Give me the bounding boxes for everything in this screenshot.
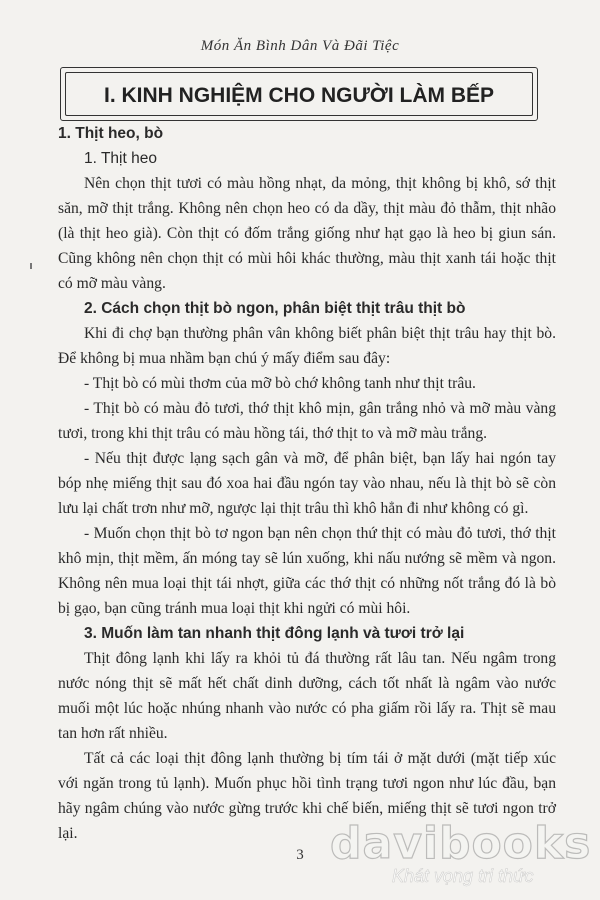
chapter-title: I. KINH NGHIỆM CHO NGƯỜI LÀM BẾP	[103, 84, 494, 107]
running-header: Món Ăn Bình Dân Và Đãi Tiệc	[200, 38, 400, 54]
scan-mark	[30, 263, 32, 269]
page-number: 3	[296, 847, 304, 863]
paragraph: Thịt đông lạnh khi lấy ra khỏi tủ đá thường rất lâu tan. Nếu ngâm trong nước nóng thịt sẽ mất hết chất dinh dưỡng, cách tốt nhất là ngâm vào nước muối một lúc hoặc nhúng nhanh vào nước có pha giấm rồi lấy ra. Thịt sẽ mau tan hơn rất nhiều.	[58, 650, 556, 742]
watermark-logo: davibooks	[330, 818, 592, 869]
page-body	[58, 122, 556, 846]
subsection-heading: 3. Muốn làm tan nhanh thịt đông lạnh và tươi trở lại	[84, 625, 465, 642]
list-item: - Nếu thịt được lạng sạch gân và mỡ, để phân biệt, bạn lấy hai ngón tay bóp nhẹ miếng thịt sau đó xoa hai đầu ngón tay vào nhau, nếu là thịt bò sẽ còn lưu lại chất trơn như mỡ, ngược lại thịt trâu thì khô hẳn đi như không có gì.	[58, 450, 556, 517]
list-item: - Thịt bò có màu đỏ tươi, thớ thịt khô mịn, gân trắng nhỏ và mỡ màu vàng tươi, trong khi thịt trâu có màu hồng tái, thớ thịt to và mỡ màu trắng.	[58, 400, 556, 442]
list-item: - Thịt bò có mùi thơm của mỡ bò chớ không tanh như thịt trâu.	[84, 375, 476, 392]
paragraph: Nên chọn thịt tươi có màu hồng nhạt, da mỏng, thịt không bị khô, sớ thịt săn, mỡ thịt trắng. Không nên chọn heo có da dầy, thịt màu đỏ thẫm, thịt nhão (là thịt heo già). Còn thịt có đốm trắng giống như hạt gạo là heo bị giun sán. Cũng không nên chọn thịt có mùi hôi khác thường, màu thịt xanh tái hoặc thịt có mỡ màu vàng.	[58, 175, 556, 292]
section-heading: 1. Thịt heo, bò	[58, 125, 164, 142]
list-item: - Muốn chọn thịt bò tơ ngon bạn nên chọn thứ thịt có màu đỏ tươi, thớ thịt khô mịn, thịt mềm, ấn móng tay sẽ lún xuống, khi nấu nướng sẽ mềm và ngon. Không nên mua loại thịt tái nhợt, giữa các thớ thịt có những nốt trắng đó là bò bị gạo, bạn cũng tránh mua loại thịt khi ngửi có mùi hôi.	[58, 525, 556, 617]
subsection-heading: 2. Cách chọn thịt bò ngon, phân biệt thịt trâu thịt bò	[84, 300, 466, 317]
watermark-tagline: Khát vọng tri thức	[392, 866, 534, 886]
paragraph: Tất cả các loại thịt đông lạnh thường bị tím tái ở mặt dưới (mặt tiếp xúc với ngăn trong tủ lạnh). Muốn phục hồi tình trạng tươi ngon như lúc đầu, bạn hãy ngâm chúng vào nước gừng trước khi chế biến, miếng thịt sẽ tươi ngon trở lại.	[58, 750, 556, 842]
paragraph: Khi đi chợ bạn thường phân vân không biết phân biệt thịt trâu hay thịt bò. Để không bị mua nhầm bạn chú ý mấy điểm sau đây:	[58, 325, 556, 367]
subsection-heading: 1. Thịt heo	[84, 150, 157, 167]
